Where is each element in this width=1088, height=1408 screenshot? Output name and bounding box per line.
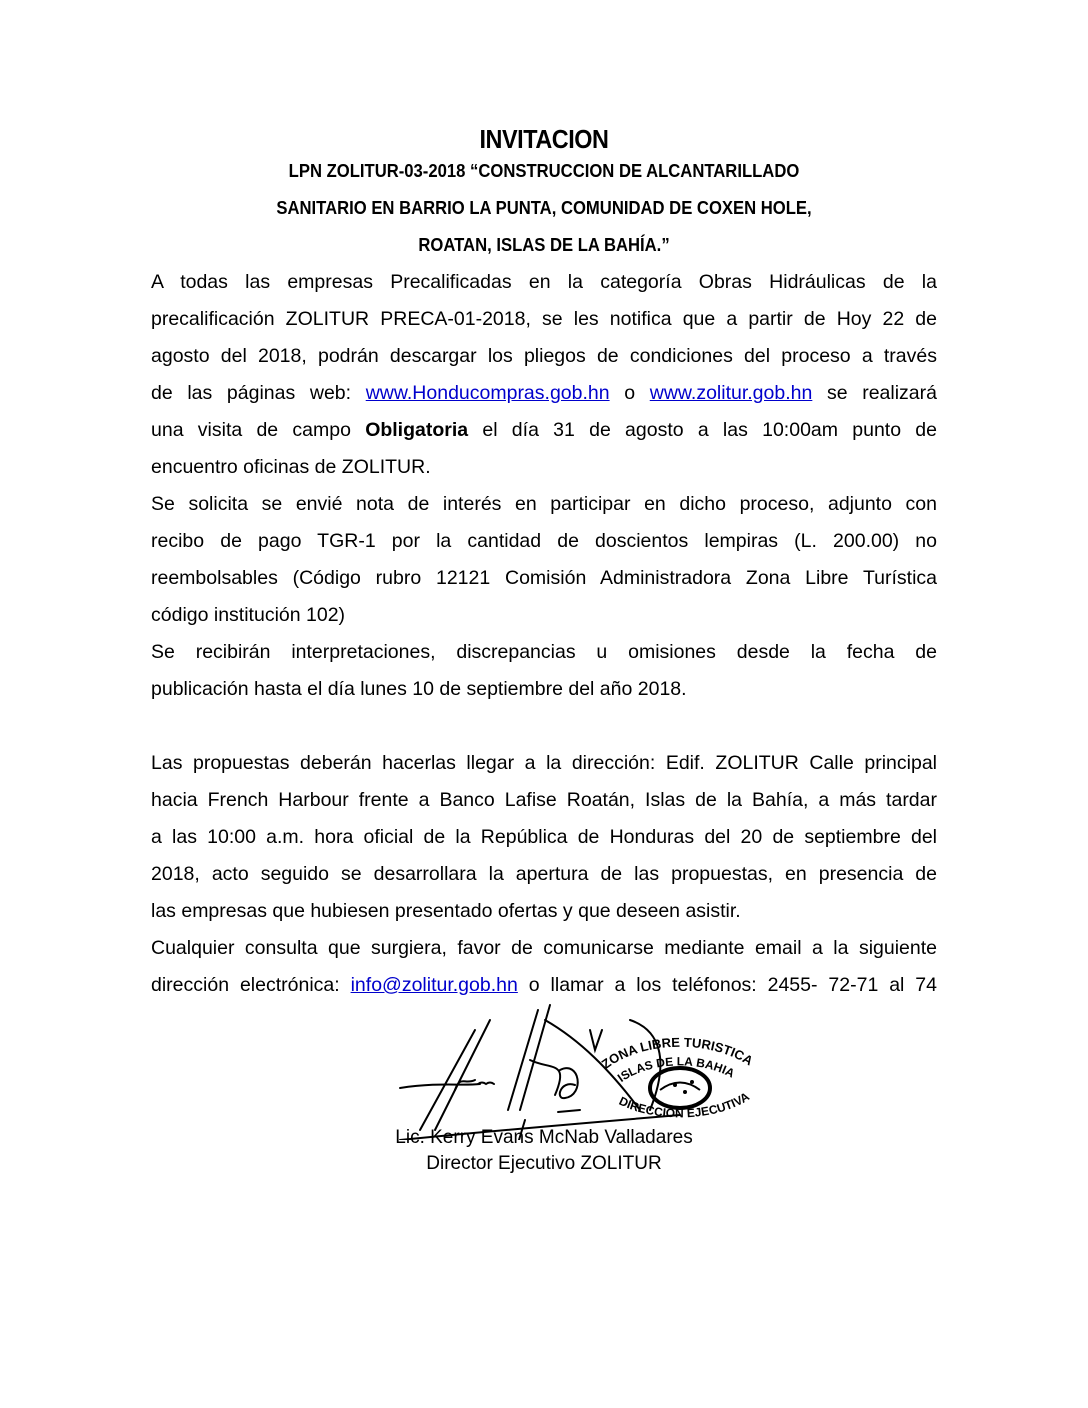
paragraph-4 bbox=[151, 745, 937, 930]
honducompras-link[interactable]: www.Honducompras.gob.hn bbox=[365, 382, 610, 404]
zolitur-link[interactable]: www.zolitur.gob.hn bbox=[649, 382, 813, 404]
p2-line-1: Se solicita se envié nota de interés en participar en dicho proceso, adjunto con bbox=[151, 493, 937, 515]
p5-line-2-b: o llamar a los teléfonos: 2455- 72-71 al 74 bbox=[517, 974, 937, 996]
p2-line-2: recibo de pago TGR-1 por la cantidad de doscientos lempiras (L. 200.00) no bbox=[151, 530, 937, 552]
p1-line-4-c: se realizará bbox=[812, 382, 937, 404]
stamp-mid-text: ISLAS DE LA BAHIA bbox=[614, 1054, 737, 1085]
p4-line-2: hacia French Harbour frente a Banco Lafise Roatán, Islas de la Bahía, a más tardar bbox=[151, 789, 937, 811]
p5-line-2-a: dirección electrónica: bbox=[151, 974, 351, 996]
stamp-top-text: ZONA LIBRE TURISTICA bbox=[598, 1034, 756, 1072]
subtitle-line-2: SANITARIO EN BARRIO LA PUNTA, COMUNIDAD DE COXEN HOLE, bbox=[276, 197, 812, 218]
paragraph-3 bbox=[151, 634, 937, 708]
p1-line-6: encuentro oficinas de ZOLITUR. bbox=[151, 456, 431, 478]
p4-line-5: las empresas que hubiesen presentado ofertas y que deseen asistir. bbox=[151, 900, 741, 922]
document-title: INVITACION bbox=[479, 124, 609, 154]
subtitle-line-3: ROATAN, ISLAS DE LA BAHÍA.” bbox=[418, 234, 670, 255]
paragraph-2 bbox=[151, 486, 937, 634]
p3-line-1: Se recibirán interpretaciones, discrepancias u omisiones desde la fecha de bbox=[151, 641, 937, 663]
p4-line-1: Las propuestas deberán hacerlas llegar a la dirección: Edif. ZOLITUR Calle principal bbox=[151, 752, 937, 774]
email-link[interactable]: info@zolitur.gob.hn bbox=[350, 974, 518, 996]
signatory-name: Lic. Kerry Evans McNab Valladares bbox=[395, 1127, 693, 1148]
p1-line-3: agosto del 2018, podrán descargar los pliegos de condiciones del proceso a través bbox=[151, 345, 937, 367]
p2-line-3: reembolsables (Código rubro 12121 Comisión Administradora Zona Libre Turística bbox=[151, 567, 937, 589]
p4-line-3: a las 10:00 a.m. hora oficial de la República de Honduras del 20 de septiembre del bbox=[151, 826, 937, 848]
p1-line-5-b: el día 31 de agosto a las 10:00am punto de bbox=[468, 419, 937, 441]
p1-line-1: A todas las empresas Precalificadas en la categoría Obras Hidráulicas de la bbox=[151, 271, 937, 293]
p1-line-2: precalificación ZOLITUR PRECA-01-2018, se les notifica que a partir de Hoy 22 de bbox=[151, 308, 937, 330]
p1-line-4-a: de las páginas web: bbox=[151, 382, 366, 404]
p1-line-4-b: o bbox=[609, 382, 650, 404]
p1-line-4 bbox=[151, 375, 937, 412]
paragraph-1 bbox=[151, 264, 937, 486]
obligatoria-bold: Obligatoria bbox=[365, 419, 469, 441]
p5-line-1: Cualquier consulta que surgiera, favor de comunicarse mediante email a la siguiente bbox=[151, 937, 937, 959]
p3-line-2: publicación hasta el día lunes 10 de septiembre del año 2018. bbox=[151, 678, 687, 700]
p2-line-4: código institución 102) bbox=[151, 604, 346, 626]
signature-and-stamp bbox=[380, 1000, 780, 1140]
signatory-role: Director Ejecutivo ZOLITUR bbox=[426, 1153, 662, 1174]
p1-line-5-a: una visita de campo bbox=[151, 419, 366, 441]
stamp-bottom-text: DIRECCION EJECUTIVA bbox=[616, 1089, 752, 1121]
p5-line-2 bbox=[151, 967, 937, 1004]
paragraph-5 bbox=[151, 930, 937, 1004]
p4-line-4: 2018, acto seguido se desarrollara la apertura de las propuestas, en presencia de bbox=[151, 863, 937, 885]
official-stamp bbox=[595, 1035, 765, 1121]
p1-line-5 bbox=[151, 412, 937, 449]
subtitle-line-1: LPN ZOLITUR-03-2018 “CONSTRUCCION DE ALCANTARILLADO bbox=[288, 160, 800, 181]
